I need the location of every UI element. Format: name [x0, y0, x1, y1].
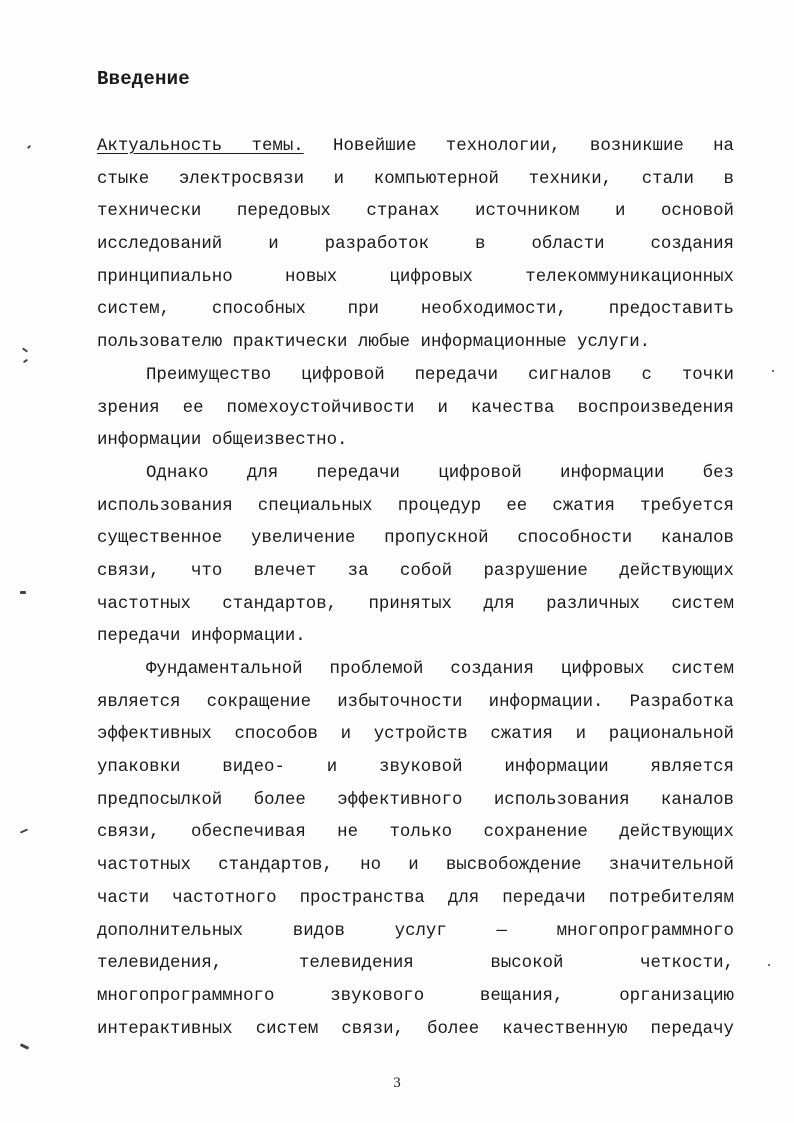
text-line: предпосылкой более эффективного использования каналов: [97, 790, 734, 810]
text-line: упаковки видео- и звуковой информации является: [97, 758, 734, 778]
scan-mark: [772, 370, 774, 372]
text-line: зрения ее помехоустойчивости и качества воспроизведения: [97, 398, 734, 418]
text-line: Однако для передачи цифровой информации без: [146, 463, 734, 483]
text-line: технически передовых странах источником и основой: [97, 202, 734, 222]
text-line: дополнительных видов услуг — многопрограммного: [97, 921, 734, 941]
text-line: интерактивных систем связи, более качественную передачу: [97, 1019, 734, 1039]
paragraph-3: [97, 458, 734, 654]
text-line: использования специальных процедур ее сжатия требуется: [97, 496, 734, 516]
section-lead: Актуальность темы.: [97, 137, 304, 156]
text-line: является сокращение избыточности информации. Разработка: [97, 692, 734, 712]
scan-mark: [20, 828, 28, 833]
text-line: Актуальность темы. Новейшие технологии, возникшие на: [97, 137, 734, 156]
text-line: принципиально новых цифровых телекоммуникационных: [97, 267, 734, 287]
text-line: многопрограммного звукового вещания, организацию: [97, 986, 734, 1006]
text-line: эффективных способов и устройств сжатия и рациональной: [97, 725, 734, 745]
text-line: телевидения, телевидения высокой четкости,: [97, 954, 734, 974]
paragraph-2: [97, 360, 734, 458]
body-text: [97, 131, 734, 1046]
text-line: Преимущество цифровой передачи сигналов с точки: [146, 365, 734, 385]
scan-mark: [23, 359, 28, 364]
scan-mark: [768, 964, 770, 966]
paragraph-1: [97, 131, 734, 360]
text-line: связи, что влечет за собой разрушение действующих: [97, 561, 734, 581]
text-line: информации общеизвестно.: [97, 431, 348, 451]
text-line: связи, обеспечивая не только сохранение действующих: [97, 823, 734, 843]
text-line: частотных стандартов, принятых для различных систем: [97, 594, 734, 614]
paragraph-4: [97, 654, 734, 1046]
page-heading: Введение: [97, 68, 190, 90]
text-line: части частотного пространства для передачи потребителям: [97, 888, 734, 908]
text-line: пользователю практически любые информационные услуги.: [97, 333, 651, 353]
scan-mark: [27, 145, 31, 149]
text-line: систем, способных при необходимости, предоставить: [97, 300, 734, 320]
text-line: существенное увеличение пропускной способности каналов: [97, 529, 734, 549]
text-line: Фундаментальной проблемой создания цифровых систем: [146, 660, 734, 679]
text-line: стыке электросвязи и компьютерной техники, стали в: [97, 169, 734, 189]
text-line: частотных стандартов, но и высвобождение значительной: [97, 856, 734, 876]
scan-mark: [20, 591, 26, 594]
scan-mark: [22, 347, 28, 352]
page-number: 3: [393, 1075, 401, 1091]
scan-mark: [20, 1043, 29, 1050]
text-line: исследований и разработок в области создания: [97, 235, 734, 255]
text-line: передачи информации.: [97, 627, 306, 647]
